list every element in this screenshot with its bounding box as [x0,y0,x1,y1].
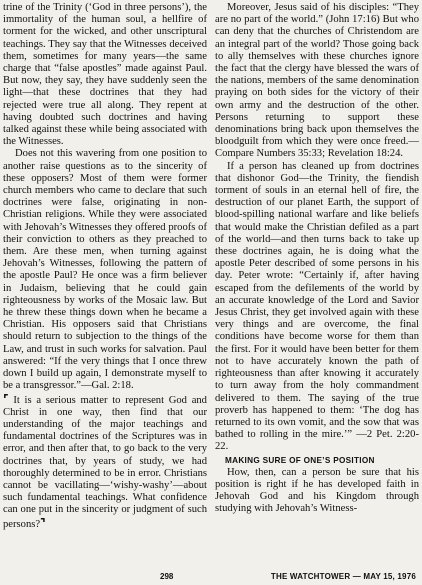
paragraph: If a person has cleaned up from doctrines that dishonor God—the Trinity, the fiendish torment of souls in an eternal hell of fire, the destruction of our planet Earth, the support of blood-spilling national warfare and like beliefs that would make the Christian defiled as a part of the world—and then turns back to take up these doctrines again, he is doing what the apostle Peter described of some persons in his day. Peter wrote: “Certainly if, after having escaped from the defilements of the world by an accurate knowledge of the Lord and Savior Jesus Christ, they get involved again with these very things and are overcome, the final conditions have become worse for them than the first. For it would have been better for them not to have accurately known the path of righteousness than after knowing it accurately to turn away from the holy commandment delivered to them. The saying of the true proverb has happened to them: ‘The dog has returned to its own vomit, and the sow that was bathed to rolling in the mire.’” —2 Pet. 2:20-22. [215,160,419,453]
bracket-mark-open: ⌜ [3,391,9,406]
running-head: THE WATCHTOWER — MAY 15, 1976 [270,572,416,581]
paragraph: How, then, can a person be sure that his position is right if he has developed faith in Jehovah God and his Kingdom through studying with Jehovah’s Witness- [215,466,419,515]
page-footer [0,572,422,584]
paragraph-text: It is a serious matter to represent God and Christ in one way, then find that our understanding of the major teachings and fundamental doctrines of the Scriptures was in error, and then after that, to go back to the very doctrines that, by years of study, we had thoroughly determined to be in error. Christians cannot be vacillating—‘wishy-washy’—about such fundamental teachings. What confidence can one put in the sincerity or judgment of such persons? [3,394,207,530]
right-column [215,2,419,516]
paragraph: Moreover, Jesus said of his disciples: “They are no part of the world.” (John 17:16) But who can deny that the churches of Christendom are an integral part of the world? Those going back to ally themselves with these churches ignore the fact that the clergy have blessed the wars of the nations, members of the same denomination praying on both sides for the victory of their own army and the destruction of the other. Persons returning to support these denominations bring back upon themselves the bloodguilt from which they were once freed.—Compare Numbers 35:33; Revelation 18:24. [215,2,419,160]
section-subheading: MAKING SURE OF ONE’S POSITION [225,455,375,465]
paragraph-marked [3,393,207,531]
paragraph: trine of the Trinity (‘God in three persons’), the immortality of the human soul, a hellfire of torment for the wicked, and other unscriptural teachings. They say that the Witnesses deceived them, sometimes for many years—the same charge that “false apostles” made against Paul. But now, they say, they have suddenly seen the light—that these doctrines that they had rejected were true all along. They repent at having doubted such doctrines and having talked against these while being associated with the Witnesses. [3,2,207,148]
page-number: 298 [160,572,174,581]
left-column [3,2,207,531]
paragraph: Does not this wavering from one position to another raise questions as to the sincerity of these opposers? Most of them were former church members who came to declare that such doctrines were false, originating in non-Christian religions. While they were associated with Jehovah’s Witnesses they offered proofs of their conviction to others as they preached to them. Are these men, when turning against Jehovah’s Witnesses, following the pattern of the apostle Paul? He once was a firm believer in Judaism, believing that he could gain righteousness by works of the Mosaic law. But he threw these things down when he became a Christian. His opposers said that Christians should return to subjection to the things of the Law, and trust in such works for salvation. Paul answered: “If the very things that I once threw down I build up again, I demonstrate myself to be a transgressor.”—Gal. 2:18. [3,148,207,392]
bracket-mark-close: ⌝ [40,515,46,530]
